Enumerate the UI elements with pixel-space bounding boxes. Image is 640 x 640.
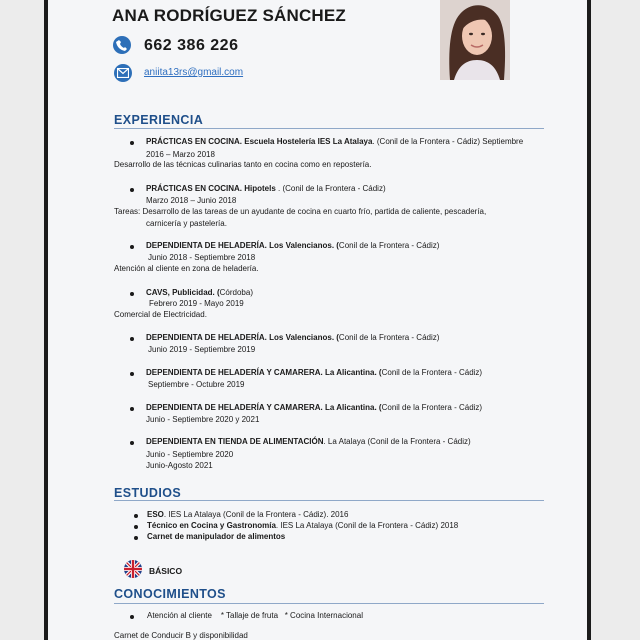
job-description: carnicería y pastelería. <box>146 219 227 228</box>
job-location: Conil de la Frontera - Cádiz) <box>381 368 483 377</box>
job-location: Conil de la Frontera - Cádiz) <box>381 403 483 412</box>
experience-item <box>146 437 471 446</box>
job-location: . (Conil de la Frontera - Cádiz) Septiembre <box>372 137 524 146</box>
section-title-conocimientos: CONOCIMIENTOS <box>114 587 226 601</box>
job-location: Conil de la Frontera - Cádiz) <box>338 333 440 342</box>
experience-item <box>146 403 482 412</box>
profile-photo <box>440 0 510 80</box>
study-title: Técnico en Cocina y Gastronomía <box>147 521 276 530</box>
scan-border-right <box>587 0 591 640</box>
bullet <box>130 615 134 619</box>
phone-number: 662 386 226 <box>144 37 239 54</box>
job-location: . La Atalaya (Conil de la Frontera - Cádiz) <box>323 437 471 446</box>
job-role: DEPENDIENTA DE HELADERÍA. Los Valencianos. ( <box>146 241 339 250</box>
job-role: DEPENDIENTA DE HELADERÍA Y CAMARERA. La Alicantina. ( <box>146 368 382 377</box>
bullet <box>130 372 134 376</box>
section-divider <box>114 128 544 129</box>
job-location: Conil de la Frontera - Cádiz) <box>338 241 440 250</box>
section-title-experiencia: EXPERIENCIA <box>114 113 204 127</box>
study-item <box>147 510 348 519</box>
driving-license: Carnet de Conducir B y disponibilidad <box>114 631 248 640</box>
job-dates: Junio-Agosto 2021 <box>146 461 213 470</box>
study-detail: . IES La Atalaya (Conil de la Frontera - Cádiz). 2016 <box>163 510 349 519</box>
study-title: Carnet de manipulador de alimentos <box>147 532 286 541</box>
job-dates: Junio - Septiembre 2020 y 2021 <box>146 415 260 424</box>
study-detail: . IES La Atalaya (Conil de la Frontera - Cádiz) 2018 <box>275 521 459 530</box>
experience-item <box>146 241 439 250</box>
experience-item <box>146 368 482 377</box>
mail-icon <box>114 64 132 82</box>
study-title: ESO <box>147 510 164 519</box>
job-role: DEPENDIENTA DE HELADERÍA. Los Valencianos. ( <box>146 333 339 342</box>
section-divider <box>114 603 544 604</box>
job-dates: Junio 2019 - Septiembre 2019 <box>148 345 256 354</box>
phone-icon <box>113 36 131 54</box>
bullet <box>130 407 134 411</box>
email-link[interactable]: aniita13rs@gmail.com <box>144 67 244 78</box>
bullet <box>130 141 134 145</box>
job-description: Comercial de Electricidad. <box>114 310 207 319</box>
job-location: Córdoba) <box>219 288 253 297</box>
bullet <box>130 441 134 445</box>
job-role: DEPENDIENTA EN TIENDA DE ALIMENTACIÓN <box>146 437 324 446</box>
bullet <box>134 514 138 518</box>
job-role: CAVS, Publicidad. ( <box>146 288 220 297</box>
job-dates: Junio 2018 - Septiembre 2018 <box>148 253 256 262</box>
job-description: Tareas: Desarrollo de las tareas de un ayudante de cocina en cuarto frío, partida de caliente, pescadería, <box>114 207 487 216</box>
job-description: Desarrollo de las técnicas culinarias tanto en cocina como en repostería. <box>114 160 372 169</box>
skills-list: Atención al cliente * Tallaje de fruta * Cocina Internacional <box>147 611 363 620</box>
job-role: PRÁCTICAS EN COCINA <box>146 184 240 193</box>
section-title-estudios: ESTUDIOS <box>114 486 182 500</box>
bullet <box>130 245 134 249</box>
job-dates: Septiembre - Octubre 2019 <box>148 380 245 389</box>
cv-page <box>48 0 587 640</box>
section-divider <box>114 500 544 501</box>
study-item <box>147 521 458 530</box>
job-dates: Junio - Septiembre 2020 <box>146 450 234 459</box>
job-dates: Marzo 2018 – Junio 2018 <box>146 196 237 205</box>
experience-item <box>146 288 253 297</box>
job-description: Atención al cliente en zona de heladería. <box>114 264 259 273</box>
job-company: . Escuela Hostelería IES La Atalaya <box>239 137 373 146</box>
job-company: . Hipotels <box>239 184 276 193</box>
bullet <box>130 337 134 341</box>
bullet <box>130 292 134 296</box>
experience-item <box>146 184 386 193</box>
job-dates: 2016 – Marzo 2018 <box>146 150 215 159</box>
language-level: BÁSICO <box>149 566 183 576</box>
bullet <box>134 536 138 540</box>
uk-flag-icon <box>124 560 142 578</box>
job-location: . (Conil de la Frontera - Cádiz) <box>275 184 386 193</box>
job-role: PRÁCTICAS EN COCINA <box>146 137 240 146</box>
bullet <box>134 525 138 529</box>
job-dates: Febrero 2019 - Mayo 2019 <box>149 299 244 308</box>
bullet <box>130 188 134 192</box>
experience-item <box>146 333 439 342</box>
job-role: DEPENDIENTA DE HELADERÍA Y CAMARERA. La Alicantina. ( <box>146 403 382 412</box>
experience-item <box>146 137 523 146</box>
candidate-name: ANA RODRÍGUEZ SÁNCHEZ <box>112 6 347 25</box>
